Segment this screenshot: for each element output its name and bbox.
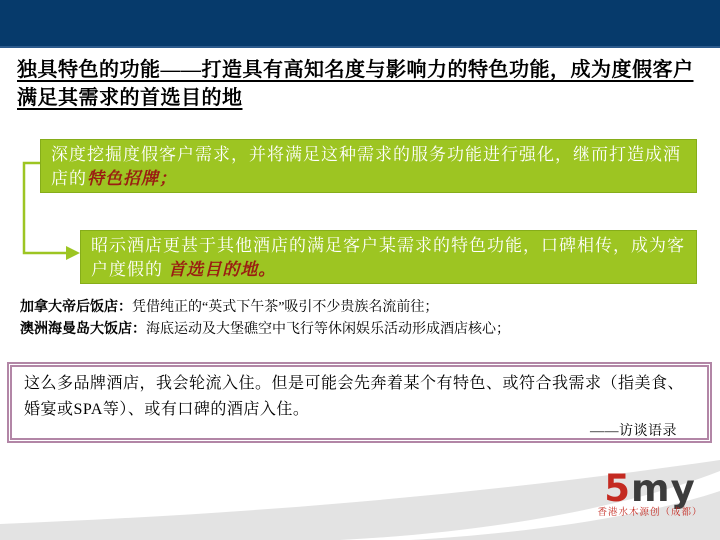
callout-box-first-choice [80, 230, 697, 284]
logo-caption: 香港水木源创（成都） [597, 507, 703, 518]
logo-letter-m: m [631, 467, 671, 510]
smy-logo-letters [585, 467, 715, 510]
quote-attribution: ——访谈语录 [590, 424, 677, 439]
example-item-canada [20, 297, 710, 319]
example-text: 海底运动及大堡礁空中飞行等休闲娱乐活动形成酒店核心； [146, 322, 510, 337]
logo-letter-s: 5 [604, 467, 632, 510]
example-lead: 加拿大帝后饭店： [20, 300, 132, 315]
interview-quote-box [7, 362, 712, 443]
example-item-australia [20, 319, 710, 341]
box2-highlight: 首选目的地 [168, 260, 259, 279]
example-text: 凭借纯正的“英式下午茶”吸引不少贵族名流前往； [132, 300, 439, 315]
callout-box-feature-brand [40, 139, 697, 193]
example-list [20, 297, 710, 341]
box2-text: 昭示酒店更甚于其他酒店的满足客户某需求的特色功能，口碑相传，成为客户度假的 [91, 236, 685, 279]
smy-logo [585, 467, 715, 518]
quote-text: 这么多品牌酒店，我会轮流入住。但是可能会先奔着某个有特色、或符合我需求（指美食、婚宴或SPA等）、或有口碑的酒店入住。 [24, 375, 685, 418]
box2-punctuation: 。 [258, 260, 277, 279]
logo-letter-y: y [670, 467, 696, 510]
box1-highlight: 特色招牌 [87, 169, 159, 188]
box1-text: 深度挖掘度假客户需求，并将满足这种需求的服务功能进行强化，继而打造成酒店的 [51, 145, 681, 188]
slide-title: 独具特色的功能——打造具有高知名度与影响力的特色功能，成为度假客户满足其需求的首选目的地 [17, 59, 694, 109]
box1-punctuation: ； [159, 169, 177, 188]
header-band [0, 0, 720, 48]
example-lead: 澳洲海曼岛大饭店： [20, 322, 146, 337]
